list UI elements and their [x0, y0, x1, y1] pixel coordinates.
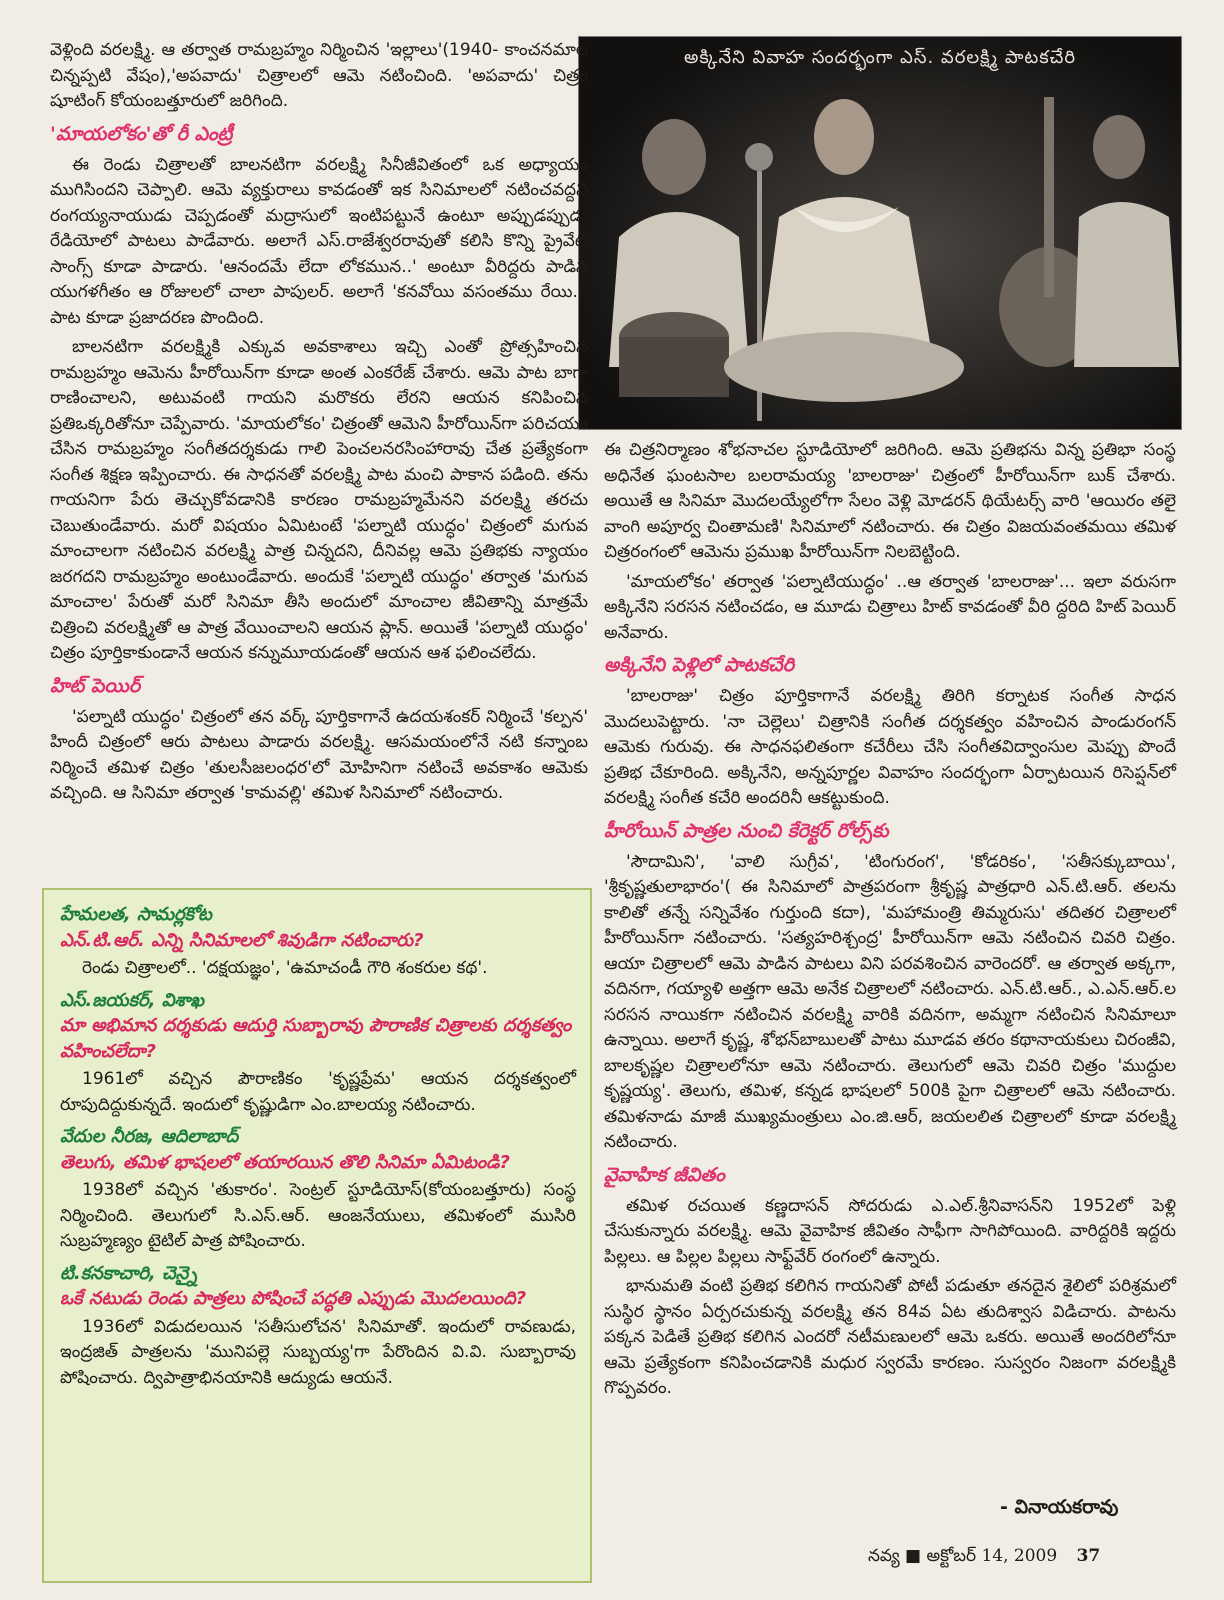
section-heading-hit-pair: హిట్ పెయిర్	[50, 674, 141, 697]
page-footer	[868, 1546, 1100, 1570]
magazine-name: నవ్య	[868, 1546, 900, 1566]
section-heading-maayalokam: 'మాయలోకం'తో రీ ఎంట్రీ	[50, 122, 233, 145]
paragraph: ఈ చిత్రనిర్మాణం శోభనాచల స్టూడియోలో జరిగింది. ఆమె ప్రతిభను విన్న ప్రతిభా సంస్థ అధినేత ఘంటసాల బలరామయ్య 'బాలరాజు' చిత్రంలో హీరోయిన్‌గా బుక్ చేశారు. అయితే ఆ సినిమా మొదలయ్యేలోగా సేలం వెళ్లి మోడరన్ థియేటర్స్ వారి 'ఆయిరం తలై వాంగి అపూర్వ చింతామణి' సినిమాలో నటించారు. ఈ చిత్రం విజయవంతమయి తమిళ చిత్రరంగంలో ఆమెను ప్రముఖ హీరోయిన్‌గా నిలబెట్టింది.	[604, 440, 1176, 562]
page-number: 37	[1076, 1546, 1101, 1566]
paragraph: 'పల్నాటి యుద్ధం' చిత్రంలో తన వర్క్ పూర్తికాగానే ఉదయశంకర్ నిర్మించే 'కల్పన' హిందీ చిత్రంలో ఆరు పాటలు పాడారు వరలక్ష్మి. ఆసమయంలోనే నటి కన్నాంబ నిర్మించే తమిళ చిత్రం 'తులసీజలంధర'లో మోహినిగా నటించే అవకాశం ఆమెకు వచ్చింది. ఆ సినిమా తర్వాత 'కామవల్లి' తమిళ సినిమాలో నటించారు.	[50, 706, 588, 803]
qa-asker: టి.కనకాచారి, చెన్నై	[60, 1262, 198, 1284]
qa-item	[60, 1261, 576, 1392]
paragraph: బాలనటిగా వరలక్ష్మికి ఎక్కువ అవకాశాలు ఇచ్చి ఎంతో ప్రోత్సహించిన రామబ్రహ్మం ఆమెను హీరోయిన్‌గా కూడా అంత ఎంకరేజ్ చేశారు. ఆమె పాట బాగా రాణించాలని, అటువంటి గాయని మరొకరు లేరని ఆయన కనిపించిన ప్రతిఒక్కరితోనూ చెప్పేవారు. 'మాయలోకం' చిత్రంతో ఆమెని హీరోయిన్‌గా పరిచయం చేసిన రామబ్రహ్మం సంగీతదర్శకుడు గాలి పెంచలనరసింహారావు చేత ప్రత్యేకంగా సంగీత శిక్షణ ఇప్పించారు. ఈ సాధనతో వరలక్ష్మి పాట మంచి పాకాన పడింది. తను గాయనిగా పేరు తెచ్చుకోవడానికి కారణం రామబ్రహ్మమేనని వరలక్ష్మి తరచు చెబుతుండేవారు. మరో విషయం ఏమిటంటే 'పల్నాటి యుద్ధం' చిత్రంలో మగువ మాంచాలగా నటించిన వరలక్ష్మి పాత్ర చిన్నదని, దీనివల్ల ఆమె ప్రతిభకు న్యాయం జరగదని రామబ్రహ్మం అంటుండేవారు. అందుకే 'పల్నాటి యుద్ధం' తర్వాత 'మగువ మాంచాల' పేరుతో మరో సినిమా తీసి అందులో మాంచాల జీవితాన్ని మాత్రమే చిత్రించి వరలక్ష్మితో ఆ పాత్ర వేయించాలని ఆయన ప్లాన్. అయితే 'పల్నాటి యుద్ధం' చిత్రం పూర్తికాకుండానే ఆయన కన్నుమూయడంతో ఆయన ఆశ ఫలించలేదు.	[50, 337, 588, 663]
qa-asker: ఎస్.జయకర్, విశాఖ	[60, 989, 205, 1011]
qa-answer: 1936లో విడుదలయిన 'సతీసులోచన' సినిమాతో. ఇందులో రావణుడు, ఇంద్రజిత్ పాత్రలను 'మునిపల్లె సుబ్బయ్య'గా పేరొందిన వి.వి. సుబ్బారావు పోషించారు. ద్విపాత్రాభినయానికి ఆద్యుడు ఆయనే.	[60, 1316, 576, 1388]
intro-paragraph: వెళ్లింది వరలక్ష్మి. ఆ తర్వాత రామబ్రహ్మం నిర్మించిన 'ఇల్లాలు'(1940- కాంచనమాల చిన్నప్పటి వేషం),'అపవాదు' చిత్రాలలో ఆమె నటించింది. 'అపవాదు' చిత్రం షూటింగ్ కోయంబత్తూరులో జరిగింది.	[50, 40, 588, 111]
qa-question: తెలుగు, తమిళ భాషలలో తయారయిన తొలి సినిమా ఏమిటండి?	[60, 1151, 510, 1173]
photo-caption: అక్కినేని వివాహ సందర్భంగా ఎస్. వరలక్ష్మి పాటకచేరి	[683, 47, 1077, 68]
qa-item	[60, 988, 576, 1119]
qa-item	[60, 1124, 576, 1255]
qa-question: మా అభిమాన దర్శకుడు ఆదుర్తి సుబ్బారావు పౌరాణిక చిత్రాలకు దర్శకత్వం వహించలేదా?	[60, 1015, 572, 1062]
qa-answer: రెండు చిత్రాలలో.. 'దక్షయజ్ఞం', 'ఉమాచండీ గౌరి శంకరుల కథ'.	[82, 958, 488, 978]
article-photo	[578, 36, 1182, 430]
paragraph: 'సౌదామిని', 'వాలి సుగ్రీవ', 'టింగురంగ', 'కోడరికం', 'సతీసక్కుబాయి', 'శ్రీకృష్ణతులాభారం'( ఈ సినిమాలో పాత్రపరంగా శ్రీకృష్ణ పాత్రధారి ఎన్.టి.ఆర్. తలను కాలితో తన్నే సన్నివేశం గుర్తుంది కదా), 'మహామంత్రి తిమ్మరుసు' తదితర చిత్రాలలో హీరోయిన్‌గా నటించారు. 'సత్యహరిశ్చంద్ర' హీరోయిన్‌గా ఆమె నటించిన చివరి చిత్రం. ఆయా చిత్రాలలో ఆమె పాడిన పాటలు విని పరవశించిన వారెందరో. ఆ తర్వాత అక్కగా, వదినగా, గయ్యాళి అత్తగా ఆమె అనేక చిత్రాలలో నటించారు. ఎన్.టి.ఆర్., ఎ.ఎన్.ఆర్.ల సరసన నాయికగా నటించిన వరలక్ష్మి వారికి వదినగా, అమ్మగా నటించిన సినిమాలూ ఉన్నాయి. అలాగే కృష్ణ, శోభన్‌బాబులతో పాటు మూడవ తరం కథానాయకులు చిరంజీవి, బాలకృష్ణల చిత్రాలలోనూ ఆమె నటించారు. తెలుగులో ఆమె చివరి చిత్రం 'ముద్దుల కృష్ణయ్య'. తెలుగు, తమిళ, కన్నడ భాషలలో 500కి పైగా చిత్రాలలో ఆమె నటించారు. తమిళనాడు మాజీ ముఖ్యమంత్రులు ఎం.జి.ఆర్, జయలలిత చిత్రాలలో కూడా వరలక్ష్మి నటించారు.	[604, 851, 1176, 1152]
qa-asker: వేదుల నీరజ, ఆదిలాబాద్	[60, 1126, 239, 1147]
footer-separator: ■	[905, 1546, 922, 1566]
issue-date: అక్టోబర్ 14, 2009	[926, 1546, 1058, 1566]
section-heading-married-life: వైవాహిక జీవితం	[604, 1163, 725, 1186]
reader-qa-box	[42, 888, 592, 1583]
qa-answer: 1961లో వచ్చిన పౌరాణికం 'కృష్ణప్రేమ' ఆయన దర్శకత్వంలో రూపుదిద్దుకున్నదే. ఇందులో కృష్ణుడిగా ఎం.బాలయ్య నటించారు.	[60, 1069, 576, 1115]
left-column	[50, 38, 588, 811]
qa-item	[60, 902, 576, 982]
concert-photo-illustration	[579, 37, 1181, 429]
paragraph: తమిళ రచయిత కణ్ణదాసన్ సోదరుడు ఎ.ఎల్.శ్రీనివాసన్‌ని 1952లో పెళ్లి చేసుకున్నారు వరలక్ష్మి. ఆమె వైవాహిక జీవితం సాఫీగా సాగిపోయింది. వారిద్దరికి ఇద్దరు పిల్లలు. ఆ పిల్లల పిల్లలు సాఫ్ట్‌వేర్ రంగంలో ఉన్నారు.	[604, 1195, 1176, 1267]
section-heading-akkineni-wedding: అక్కినేని పెళ్లిలో పాటకచేరి	[604, 654, 794, 676]
paragraph: ఈ రెండు చిత్రాలతో బాలనటిగా వరలక్ష్మి సినీజీవితంలో ఒక అధ్యాయం ముగిసిందని చెప్పాలి. ఆమె వ్యక్తురాలు కావడంతో ఇక సినిమాలలో నటించవద్దని రంగయ్యనాయుడు చెప్పడంతో మద్రాసులో ఇంటిపట్టునే ఉంటూ అప్పుడప్పుడు రేడియోలో పాటలు పాడేవారు. అలాగే ఎస్.రాజేశ్వరరావుతో కలిసి కొన్ని ప్రైవేట్ సాంగ్స్ కూడా పాడారు. 'ఆనందమే లేదా లోకమున..' అంటూ వీరిద్దరు పాడిన యుగళగీతం ఆ రోజులలో చాలా పాపులర్. అలాగే 'కనవోయి వసంతము రేయి..' పాట కూడా ప్రజాదరణ పొందింది.	[50, 154, 588, 328]
qa-question: ఒకే నటుడు రెండు పాత్రలు పోషించే పద్ధతి ఎప్పుడు మొదలయింది?	[60, 1288, 527, 1309]
author-byline: - వినాయకరావు	[1000, 1496, 1119, 1518]
right-column	[604, 438, 1176, 1406]
paragraph: 'బాలరాజు' చిత్రం పూర్తికాగానే వరలక్ష్మి తిరిగి కర్నాటక సంగీత సాధన మొదలుపెట్టారు. 'నా చెల్లెలు' చిత్రానికి సంగీత దర్శకత్వం వహించిన పాండురంగన్ ఆమెకు గురువు. ఈ సాధనఫలితంగా కచేరీలు చేసి సంగీతవిద్వాంసుల మెప్పు పొందే ప్రతిభ చేకూరింది. అక్కినేని, అన్నపూర్ణల వివాహం సందర్భంగా ఏర్పాటయిన రిసెప్షన్‌లో వరలక్ష్మి సంగీత కచేరి అందరినీ ఆకట్టుకుంది.	[604, 686, 1176, 808]
paragraph: 'మాయలోకం' తర్వాత 'పల్నాటియుద్ధం' ..ఆ తర్వాత 'బాలరాజు'... ఇలా వరుసగా అక్కినేని సరసన నటించడం, ఆ మూడు చిత్రాలు హిట్ కావడంతో వీరి ద్దరిది హిట్ పెయిర్ అనేవారు.	[604, 571, 1176, 643]
qa-asker: హేమలత, సామర్లకోట	[60, 904, 212, 925]
qa-question: ఎన్.టి.ఆర్. ఎన్ని సినిమాలలో శివుడిగా నటించారు?	[60, 929, 424, 951]
qa-answer: 1938లో వచ్చిన 'తుకారం'. సెంట్రల్ స్టూడియోస్(కోయంబత్తూరు) సంస్థ నిర్మించింది. తెలుగులో సి.ఎస్.ఆర్. ఆంజనేయులు, తమిళంలో ముసిరి సుబ్రహ్మణ్యం టైటిల్ పాత్ర పోషించారు.	[60, 1180, 576, 1251]
paragraph: భానుమతి వంటి ప్రతిభ కలిగిన గాయనితో పోటీ పడుతూ తనదైన శైలిలో పరిశ్రమలో సుస్థిర స్థానం ఏర్పరచుకున్న వరలక్ష్మి తన 84వ ఏట తుదిశ్వాస విడిచారు. పాటను పక్కన పెడితే ప్రతిభ కలిగిన ఎందరో నటీమణులలో ఆమె ఒకరు. అయితే అందరిలోనూ ఆమె ప్రత్యేకంగా కనిపించడానికి మధుర స్వరమే కారణం. సుస్వరం నిజంగా వరలక్ష్మికి గొప్పవరం.	[604, 1276, 1176, 1398]
section-heading-character-roles: హీరోయిన్ పాత్రల నుంచి కేరెక్టర్ రోల్స్‌కు	[604, 819, 889, 842]
